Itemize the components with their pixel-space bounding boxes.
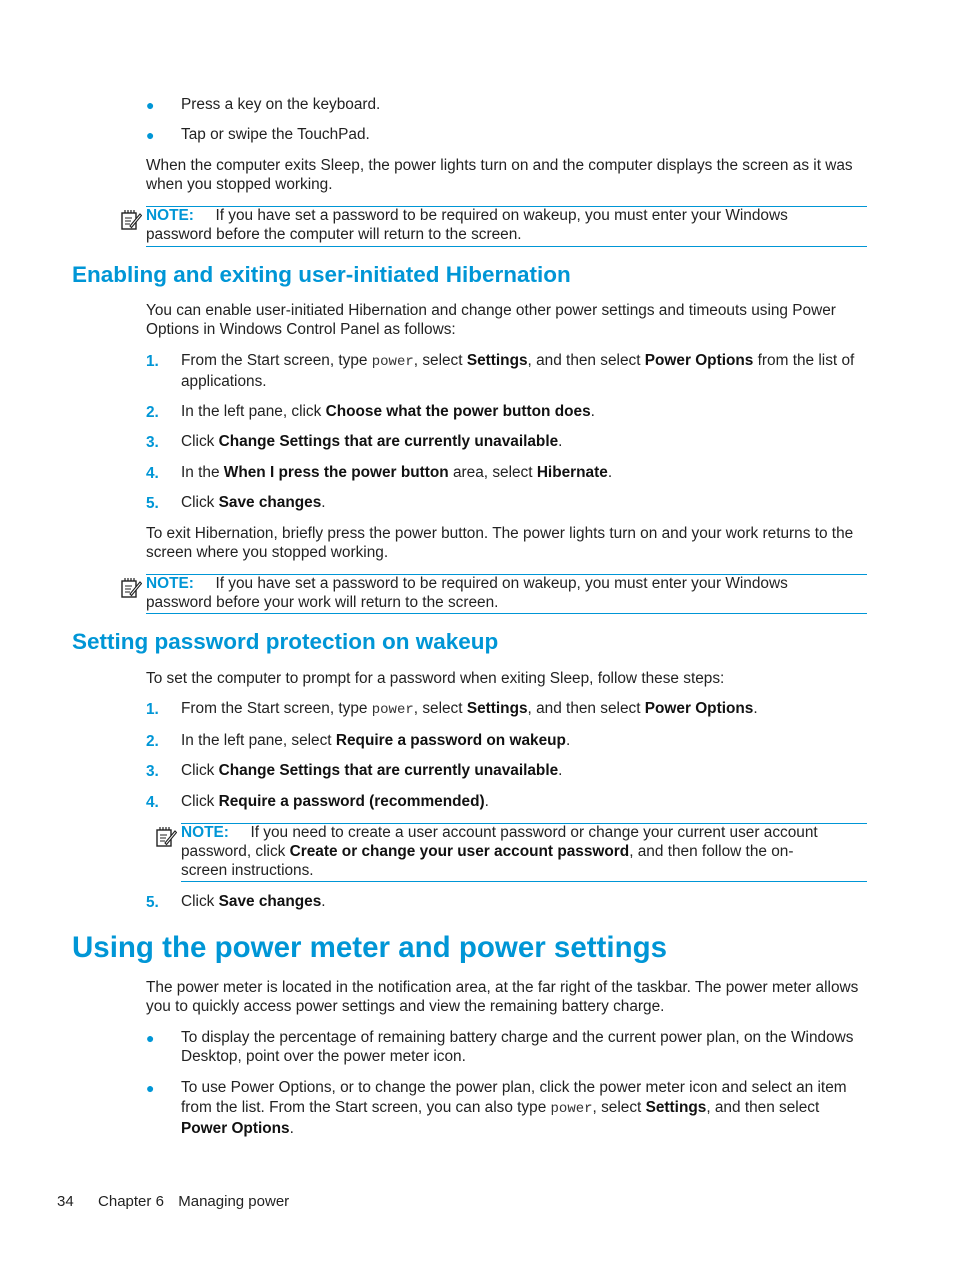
bullet-text: To display the percentage of remaining battery charge and the current power plan, on the Windows Desktop, point over the power meter icon. [181, 1029, 854, 1065]
note-text: If you need to create a user account password or change your current user account [250, 824, 818, 841]
footer-chapter-title: Managing power [178, 1193, 290, 1210]
step-number: 4. [146, 465, 159, 482]
hibernation-intro: You can enable user-initiated Hibernation and change other power settings and timeouts using Power Options in Windows Control Panel as follows: [146, 302, 836, 338]
step-number: 4. [146, 794, 159, 811]
step-text: In the When I press the power button area, select Hibernate. [181, 464, 613, 481]
step-number: 3. [146, 434, 159, 451]
chapter-heading: Using the power meter and power settings [72, 931, 668, 964]
note-text: password before the computer will return to the screen. [146, 226, 522, 243]
bullet-marker: ● [146, 97, 155, 113]
bullet-text: Press a key on the keyboard. [181, 96, 381, 113]
page-number: 34 [57, 1193, 74, 1210]
step-text: From the Start screen, type power, select Settings, and then select Power Options. [181, 700, 758, 718]
sleep-exit-paragraph: When the computer exits Sleep, the power lights turn on and the computer displays the screen as it was when you stopped working. [146, 157, 853, 193]
note-bottom-rule [146, 613, 867, 614]
section-heading: Setting password protection on wakeup [72, 629, 499, 654]
note-box: NOTE: If you need to create a user account password or change your current user account password, click Create or change your user account password, and then follow the on- screen instructions. [181, 824, 818, 879]
bullet-text: To use Power Options, or to change the power plan, click the power meter icon and select an item from the list. From the Start screen, you can also type power, select Settings, and then select Power Options. [181, 1079, 847, 1137]
power-meter-intro: The power meter is located in the notification area, at the far right of the taskbar. The power meter allows you to quickly access power settings and view the remaining battery charge. [146, 979, 859, 1015]
step-number: 1. [146, 701, 159, 718]
bullet-marker: ● [146, 1080, 155, 1096]
note-text: If you have set a password to be required on wakeup, you must enter your Windows [215, 575, 788, 592]
step-number: 5. [146, 495, 159, 512]
note-box [146, 574, 868, 612]
step-text: Click Save changes. [181, 494, 326, 511]
step-text: Click Change Settings that are currently unavailable. [181, 433, 563, 450]
note-bold-text: Create or change your user account password [289, 843, 630, 860]
section-heading: Enabling and exiting user-initiated Hibernation [72, 262, 571, 287]
step-text: Click Require a password (recommended). [181, 793, 489, 810]
note-icon [155, 826, 177, 848]
step-text: From the Start screen, type power, select Settings, and then select Power Options from the list of applications. [181, 352, 855, 390]
bullet-marker: ● [146, 127, 155, 143]
step-number: 5. [146, 894, 159, 911]
footer-chapter: Chapter 6 [98, 1193, 164, 1210]
note-label: NOTE: [146, 575, 194, 592]
step-text: Click Change Settings that are currently unavailable. [181, 762, 563, 779]
bullet-marker: ● [146, 1030, 155, 1046]
note-bottom-rule [181, 881, 867, 882]
page-footer [57, 1192, 289, 1211]
hibernation-exit-paragraph: To exit Hibernation, briefly press the power button. The power lights turn on and your work returns to the screen where you stopped working. [146, 525, 854, 561]
note-icon [120, 209, 142, 231]
password-intro: To set the computer to prompt for a password when exiting Sleep, follow these steps: [146, 670, 725, 687]
step-text: In the left pane, select Require a password on wakeup. [181, 732, 571, 749]
note-bottom-rule [146, 246, 867, 247]
step-text: Click Save changes. [181, 893, 326, 910]
step-number: 3. [146, 763, 159, 780]
note-label: NOTE: [146, 207, 194, 224]
step-number: 2. [146, 733, 159, 750]
step-text: In the left pane, click Choose what the power button does. [181, 403, 595, 420]
note-icon [120, 577, 142, 599]
note-label: NOTE: [181, 824, 229, 841]
step-number: 2. [146, 404, 159, 421]
step-number: 1. [146, 353, 159, 370]
note-text: If you have set a password to be required on wakeup, you must enter your Windows [215, 207, 788, 224]
note-box [146, 206, 868, 244]
bullet-text: Tap or swipe the TouchPad. [181, 126, 370, 143]
note-text: password before your work will return to the screen. [146, 594, 499, 611]
